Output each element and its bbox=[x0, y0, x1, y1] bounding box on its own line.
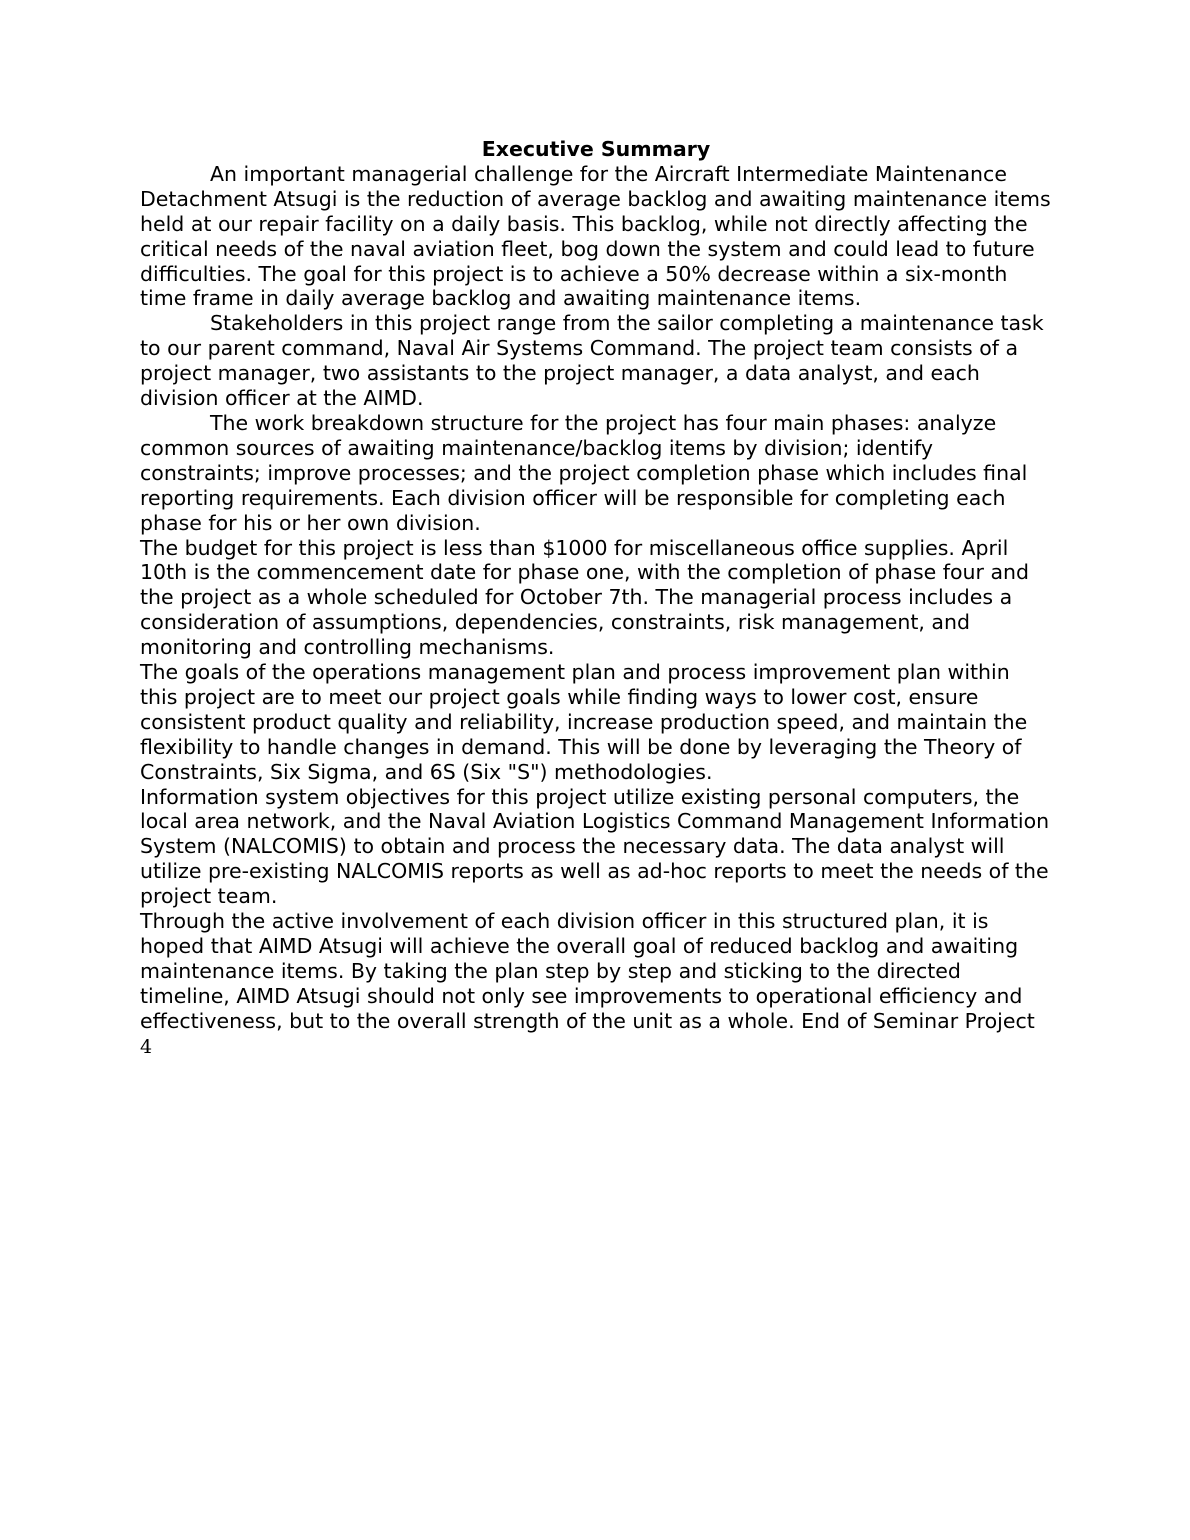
paragraph-challenge: An important managerial challenge for the Aircraft Intermediate Maintenance Detachment Atsugi is the reduction of average backlog and awaiting maintenance items held at our repair facility on a daily basis. This backlog, while not directly affecting the critical needs of the naval aviation fleet, bog down the system and could lead to future difficulties. The goal for this project is to achieve a 50% decrease within a six-month time frame in daily average backlog and awaiting maintenance items. bbox=[140, 161, 1051, 311]
document-page bbox=[140, 137, 1052, 1060]
paragraph-conclusion-text: Through the active involvement of each division officer in this structured plan, it is hoped that AIMD Atsugi will achieve the overall goal of reduced backlog and awaiting maintenance items. By taking the plan step by step and sticking to the directed timeline, AIMD Atsugi should not only see improvements to operational efficiency and effectiveness, but to the overall strength of the unit as a whole. End of Seminar Project bbox=[140, 909, 1035, 1033]
page-number: 4 bbox=[140, 1035, 153, 1058]
document-title: Executive Summary bbox=[481, 137, 711, 161]
paragraph-operations-goals: The goals of the operations management plan and process improvement plan within this project are to meet our project goals while finding ways to lower cost, ensure consistent product quality and reliability, increase production speed, and maintain the flexibility to handle changes in demand. This will be done by leveraging the Theory of Constraints, Six Sigma, and 6S (Six "S") methodologies. bbox=[140, 660, 1028, 784]
paragraph-conclusion bbox=[140, 909, 1052, 1059]
paragraph-work-breakdown: The work breakdown structure for the project has four main phases: analyze common sources of awaiting maintenance/backlog items by division; identify constraints; improve processes; and the project completion phase which includes final reporting requirements. Each division officer will be responsible for completing each phase for his or her own division. bbox=[140, 410, 1028, 535]
paragraph-budget: The budget for this project is less than $1000 for miscellaneous office supplies. April 10th is the commencement date for phase one, with the completion of phase four and the project as a whole scheduled for October 7th. The managerial process includes a consideration of assumptions, dependencies, constraints, risk management, and monitoring and controlling mechanisms. bbox=[140, 535, 1030, 660]
paragraph-stakeholders: Stakeholders in this project range from the sailor completing a maintenance task to our parent command, Naval Air Systems Command. The project team consists of a project manager, two assistants to the project manager, a data analyst, and each division officer at the AIMD. bbox=[140, 311, 1044, 411]
paragraph-information-system: Information system objectives for this project utilize existing personal computers, the local area network, and the Naval Aviation Logistics Command Management Information System (NALCOMIS) to obtain and process the necessary data. The data analyst will utilize pre-existing NALCOMIS reports as well as ad-hoc reports to meet the needs of the project team. bbox=[140, 784, 1050, 909]
